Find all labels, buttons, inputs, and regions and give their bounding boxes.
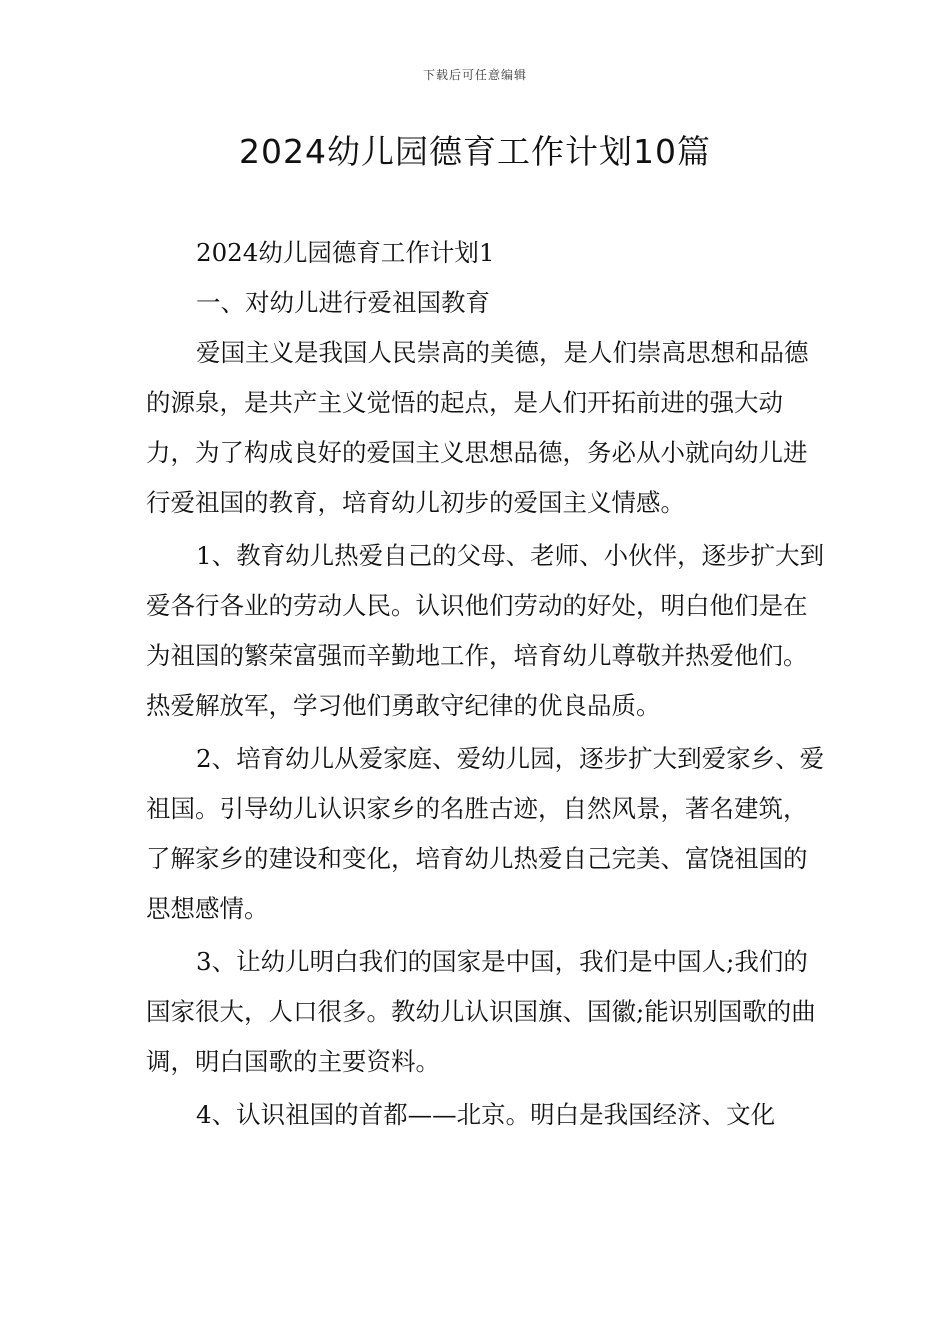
document-title: 2024幼儿园德育工作计划10篇 (239, 132, 711, 171)
body-paragraph: 1、教育幼儿热爱自己的父母、老师、小伙伴，逐步扩大到爱各行各业的劳动人民。认识他们劳动的好处，明白他们是在为祖国的繁荣富强而辛勤地工作，培育幼儿尊敬并热爱他们。热爱解放军，学习他们勇敢守纪律的优良品质。 (146, 541, 825, 720)
body-paragraph: 爱国主义是我国人民崇高的美德，是人们崇高思想和品德的源泉，是共产主义觉悟的起点，是人们开拓前进的强大动力，为了构成良好的爱国主义思想品德，务必从小就向幼儿进行爱祖国的教育，培育幼儿初步的爱国主义情感。 (146, 338, 809, 517)
body-paragraph: 2、培育幼儿从爱家庭、爱幼儿园，逐步扩大到爱家乡、爱祖国。引导幼儿认识家乡的名胜古迹，自然风景，著名建筑，了解家乡的建设和变化，培育幼儿热爱自己完美、富饶祖国的思想感情。 (146, 744, 825, 923)
body-paragraph: 4、认识祖国的首都——北京。明白是我国经济、文化 (196, 1100, 776, 1129)
section-heading: 一、对幼儿进行爱祖国教育 (196, 288, 490, 317)
section-title: 2024幼儿园德育工作计划1 (196, 238, 495, 267)
document-body (146, 228, 826, 1140)
body-paragraph: 3、让幼儿明白我们的国家是中国，我们是中国人;我们的国家很大，人口很多。教幼儿认识国旗、国徽;能识别国歌的曲调，明白国歌的主要资料。 (146, 947, 816, 1076)
header-note: 下载后可任意编辑 (422, 68, 527, 82)
